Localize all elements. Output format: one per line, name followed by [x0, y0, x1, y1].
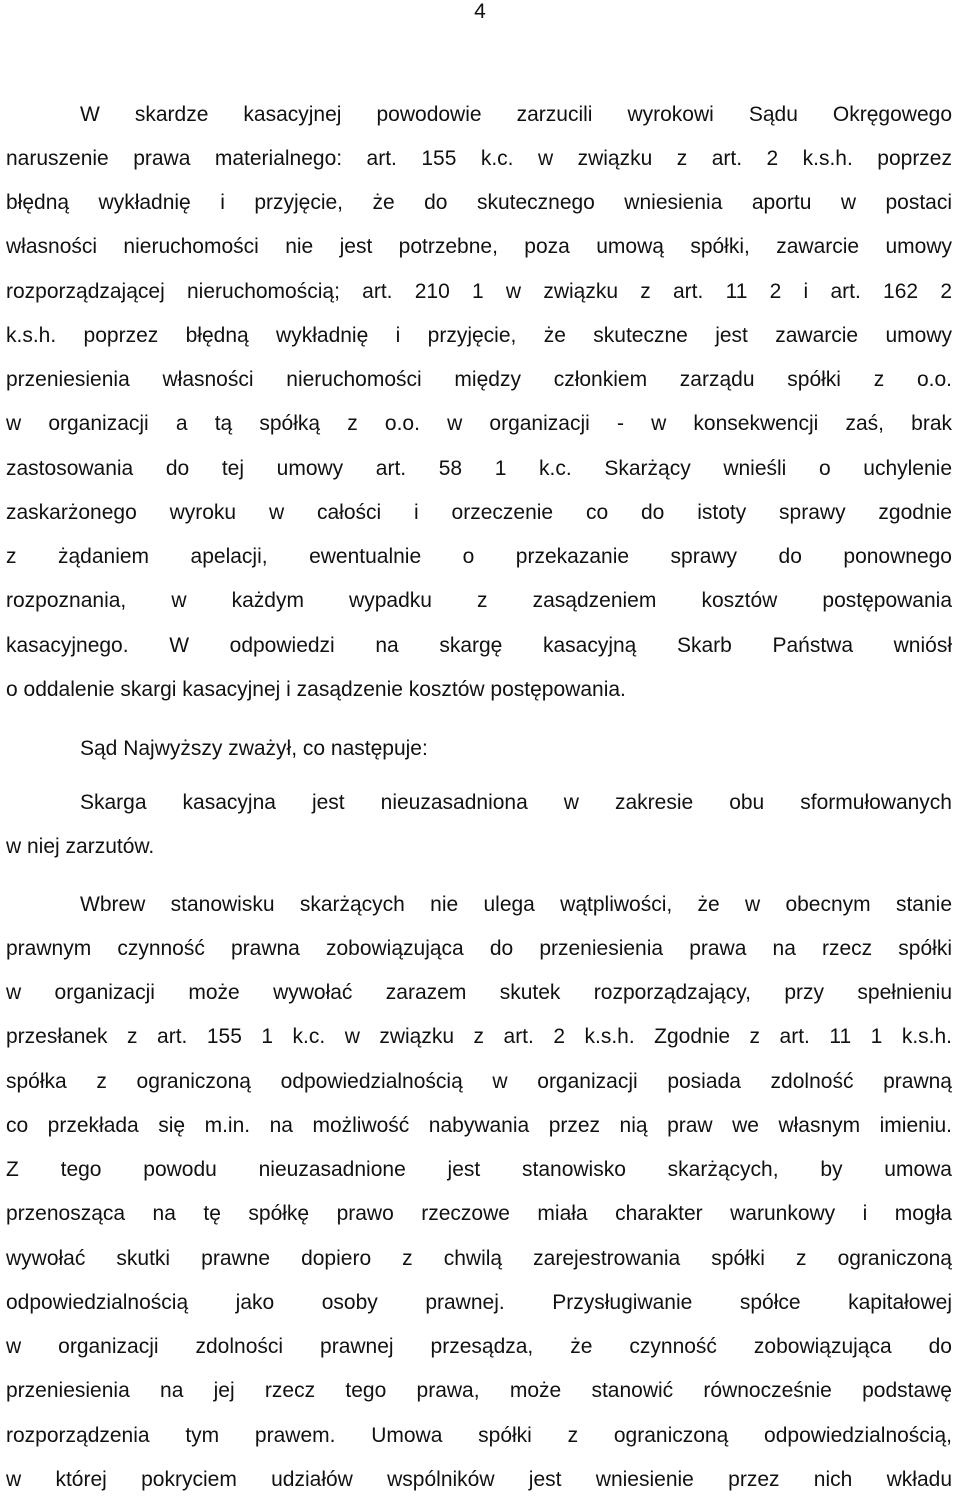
text-line: zastosowania do tej umowy art. 58 1 k.c. Skarżący wnieśli o uchylenie	[6, 457, 952, 480]
text-line: spółka z ograniczoną odpowiedzialnością w organizacji posiada zdolność prawną	[6, 1070, 952, 1093]
text-line: błędną wykładnię i przyjęcie, że do skutecznego wniesienia aportu w postaci	[6, 191, 952, 214]
text-line: Wbrew stanowisku skarżących nie ulega wątpliwości, że w obecnym stanie	[80, 893, 952, 916]
text-line: w której pokryciem udziałów wspólników jest wniesienie przez nich wkładu	[6, 1468, 952, 1491]
text-line: przenosząca na tę spółkę prawo rzeczowe miała charakter warunkowy i mogła	[6, 1202, 952, 1225]
text-line: naruszenie prawa materialnego: art. 155 k.c. w związku z art. 2 k.s.h. poprzez	[6, 147, 952, 170]
text-line: wywołać skutki prawne dopiero z chwilą zarejestrowania spółki z ograniczoną	[6, 1247, 952, 1270]
text-line: rozporządzenia tym prawem. Umowa spółki z ograniczoną odpowiedzialnością,	[6, 1424, 952, 1447]
text-line: Skarga kasacyjna jest nieuzasadniona w zakresie obu sformułowanych	[80, 791, 952, 814]
text-line: rozporządzającej nieruchomością; art. 210 1 w związku z art. 11 2 i art. 162 2	[6, 280, 952, 303]
text-line: w organizacji a tą spółką z o.o. w organizacji - w konsekwencji zaś, brak	[6, 412, 952, 435]
text-line: przesłanek z art. 155 1 k.c. w związku z art. 2 k.s.h. Zgodnie z art. 11 1 k.s.h.	[6, 1025, 952, 1048]
text-line: przeniesienia własności nieruchomości między członkiem zarządu spółki z o.o.	[6, 368, 952, 391]
text-line: o oddalenie skargi kasacyjnej i zasądzenie kosztów postępowania.	[6, 678, 626, 701]
text-line: W skardze kasacyjnej powodowie zarzucili wyrokowi Sądu Okręgowego	[80, 103, 952, 126]
text-line: z żądaniem apelacji, ewentualnie o przekazanie sprawy do ponownego	[6, 545, 952, 568]
text-line: w organizacji zdolności prawnej przesądza, że czynność zobowiązująca do	[6, 1335, 952, 1358]
text-line: co przekłada się m.in. na możliwość nabywania przez nią praw we własnym imieniu.	[6, 1114, 952, 1137]
text-line: w niej zarzutów.	[6, 835, 155, 858]
text-line: własności nieruchomości nie jest potrzebne, poza umową spółki, zawarcie umowy	[6, 235, 952, 258]
text-line: rozpoznania, w każdym wypadku z zasądzeniem kosztów postępowania	[6, 589, 952, 612]
text-line: przeniesienia na jej rzecz tego prawa, może stanowić równocześnie podstawę	[6, 1379, 952, 1402]
text-line: w organizacji może wywołać zarazem skutek rozporządzający, przy spełnieniu	[6, 981, 952, 1004]
page-number: 4	[474, 0, 486, 23]
text-line: Z tego powodu nieuzasadnione jest stanowisko skarżących, by umowa	[6, 1158, 952, 1181]
text-line: zaskarżonego wyroku w całości i orzeczenie co do istoty sprawy zgodnie	[6, 501, 952, 524]
text-line: k.s.h. poprzez błędną wykładnię i przyjęcie, że skuteczne jest zawarcie umowy	[6, 324, 952, 347]
text-line: odpowiedzialnością jako osoby prawnej. Przysługiwanie spółce kapitałowej	[6, 1291, 952, 1314]
text-line: kasacyjnego. W odpowiedzi na skargę kasacyjną Skarb Państwa wniósł	[6, 634, 952, 657]
text-line: prawnym czynność prawna zobowiązująca do przeniesienia prawa na rzecz spółki	[6, 937, 952, 960]
section-heading: Sąd Najwyższy zważył, co następuje:	[80, 737, 428, 760]
